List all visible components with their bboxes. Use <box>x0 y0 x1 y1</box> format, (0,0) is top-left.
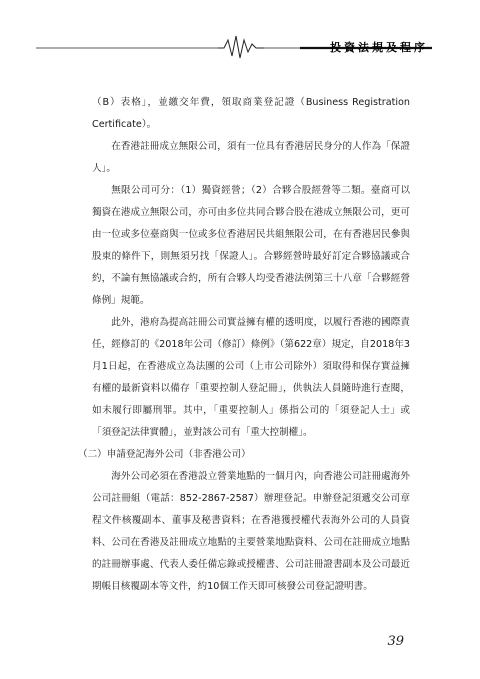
page-header <box>0 0 480 64</box>
page-body <box>78 92 410 598</box>
chapter-title: 投資法規及程序 <box>330 41 428 54</box>
paragraph: 在香港註冊成立無限公司，須有一位具有香港居民身分的人作為「保證人」。 <box>92 141 410 174</box>
paragraph: （B）表格」，並繳交年費，領取商業登記證（Business Registration Certificate）。 <box>92 97 410 130</box>
page-number: 39 <box>387 634 404 649</box>
section-heading: （二）申請登記海外公司（非香港公司） <box>78 449 251 460</box>
paragraph: 海外公司必須在香港設立營業地點的一個月內，向香港公司註冊處海外公司註冊組（電話：852-2867-2587）辦理登記。申辦登記須遞交公司章程文件核覆副本、董事及秘書資料；在香港獲授權代表海外公司的人員資料、公司在香港及註冊成立地點的主要營業地點資料、公司在註冊成立地點的註冊辦事處、代表人委任備忘錄或授權書、公司註冊證書副本及公司最近期帳目核覆副本等文件，約10個工作天即可核發公司登記證明書。 <box>92 471 410 592</box>
paragraph: 此外，港府為提高註冊公司實益擁有權的透明度，以履行香港的國際責任，經修訂的《2018年公司（修訂）條例》（第622章）規定，自2018年3月1日起，在香港成立為法團的公司（上市公司除外）須取得和保存實益擁有權的最新資料以備存「重要控制人登記冊」，供執法人員隨時進行查閱，如未履行即屬刑罪。其中，「重要控制人」係指公司的「須登記人士」或「須登記法律實體」，並對該公司有「重大控制權」。 <box>92 317 410 438</box>
paragraph: 無限公司可分：（1）獨資經營；（2）合夥合股經營等二類。臺商可以獨資在港成立無限公司，亦可由多位共同合夥合股在港成立無限公司，更可由一位或多位臺商與一位或多位香港居民共組無限公司，在有香港居民參與股東的條件下，則無須另找「保證人」。合夥經營時最好訂定合夥協議或合約，不論有無協議或合約，所有合夥人均受香港法例第三十八章「合夥經營條例」規範。 <box>92 185 410 306</box>
